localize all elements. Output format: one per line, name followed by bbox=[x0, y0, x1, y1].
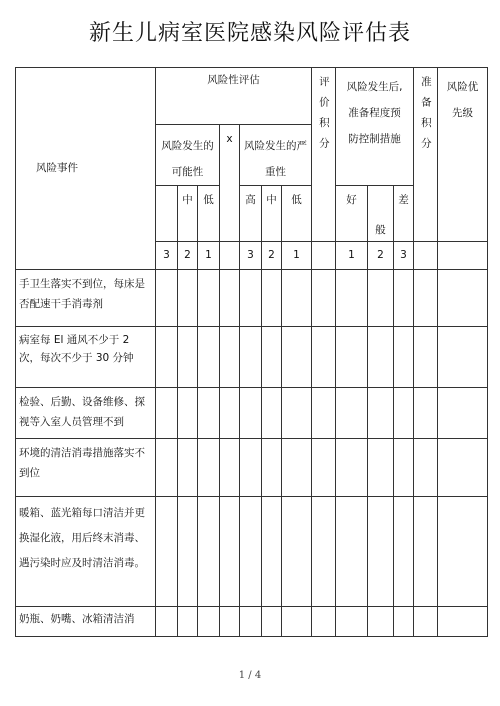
table-cell[interactable] bbox=[438, 497, 488, 607]
event-cell: 奶瓶、奶嘴、冰箱清洁消 bbox=[16, 607, 156, 637]
score-likelihood-3: 3 bbox=[156, 242, 178, 270]
table-cell[interactable] bbox=[220, 388, 240, 439]
table-cell[interactable] bbox=[414, 607, 438, 637]
table-cell[interactable] bbox=[240, 607, 262, 637]
score-prep-3: 3 bbox=[394, 242, 414, 270]
table-cell[interactable] bbox=[336, 327, 368, 388]
table-cell[interactable] bbox=[282, 270, 312, 327]
score-severity-1: 1 bbox=[282, 242, 312, 270]
table-cell[interactable] bbox=[156, 497, 178, 607]
table-cell[interactable] bbox=[438, 388, 488, 439]
event-cell: 病室每 El 通风不少于 2 次，每次不少于 30 分钟 bbox=[16, 327, 156, 388]
level-severity-low: 低 bbox=[282, 186, 312, 242]
table-cell[interactable] bbox=[156, 388, 178, 439]
table-cell[interactable] bbox=[438, 327, 488, 388]
table-cell[interactable] bbox=[312, 497, 336, 607]
header-multiply: x bbox=[220, 125, 240, 242]
table-cell[interactable] bbox=[414, 497, 438, 607]
table-cell[interactable] bbox=[414, 270, 438, 327]
header-score-text: 评价积分 bbox=[317, 76, 330, 158]
table-cell[interactable] bbox=[240, 439, 262, 497]
table-cell[interactable] bbox=[240, 270, 262, 327]
header-likelihood: 风险发生的可能性 bbox=[156, 125, 220, 186]
score-severity-3: 3 bbox=[240, 242, 262, 270]
table-cell[interactable] bbox=[282, 388, 312, 439]
table-row bbox=[16, 497, 488, 607]
header-severity: 风险发生的严重性 bbox=[240, 125, 312, 186]
level-severity-high: 高 bbox=[240, 186, 262, 242]
table-row bbox=[16, 607, 488, 637]
table-cell[interactable] bbox=[336, 270, 368, 327]
table-cell[interactable] bbox=[178, 607, 198, 637]
table-cell[interactable] bbox=[438, 439, 488, 497]
table-cell[interactable] bbox=[312, 270, 336, 327]
table-cell[interactable] bbox=[198, 270, 220, 327]
header-prep-score-text: 准备积分 bbox=[419, 76, 432, 158]
score-eval-blank bbox=[312, 242, 336, 270]
event-cell: 环境的清洁消毒措施落实不到位 bbox=[16, 439, 156, 497]
table-cell[interactable] bbox=[312, 388, 336, 439]
score-prep-1: 1 bbox=[336, 242, 368, 270]
table-cell[interactable] bbox=[282, 439, 312, 497]
page-title: 新生儿病室医院感染风险评估表 bbox=[88, 21, 411, 46]
table-cell[interactable] bbox=[156, 607, 178, 637]
table-cell[interactable] bbox=[368, 497, 394, 607]
table-cell[interactable] bbox=[178, 388, 198, 439]
table-cell[interactable] bbox=[368, 270, 394, 327]
score-severity-2: 2 bbox=[262, 242, 282, 270]
table-cell[interactable] bbox=[156, 439, 178, 497]
table-cell[interactable] bbox=[336, 607, 368, 637]
event-cell: 手卫生落实不到位，每床是否配速干手消毒剂 bbox=[16, 270, 156, 327]
header-preparedness: 风险发生后,准备程度预防控制措施 bbox=[336, 68, 414, 186]
table-cell[interactable] bbox=[438, 607, 488, 637]
table-cell[interactable] bbox=[336, 439, 368, 497]
table-cell[interactable] bbox=[438, 270, 488, 327]
table-cell[interactable] bbox=[336, 388, 368, 439]
table-cell[interactable] bbox=[414, 388, 438, 439]
table-cell[interactable] bbox=[178, 497, 198, 607]
level-severity-mid: 中 bbox=[262, 186, 282, 242]
table-cell[interactable] bbox=[220, 497, 240, 607]
score-prep-2: 2 bbox=[368, 242, 394, 270]
table-cell[interactable] bbox=[198, 327, 220, 388]
header-priority: 风险优先级 bbox=[438, 68, 488, 242]
table-row bbox=[16, 270, 488, 327]
table-cell[interactable] bbox=[262, 388, 282, 439]
table-cell[interactable] bbox=[156, 327, 178, 388]
table-cell[interactable] bbox=[394, 388, 414, 439]
table-cell[interactable] bbox=[368, 439, 394, 497]
table-cell[interactable] bbox=[368, 388, 394, 439]
score-priority-blank bbox=[438, 242, 488, 270]
risk-assessment-table bbox=[15, 67, 488, 637]
header-score bbox=[312, 68, 336, 242]
table-cell[interactable] bbox=[414, 439, 438, 497]
table-cell[interactable] bbox=[220, 327, 240, 388]
table-cell[interactable] bbox=[282, 607, 312, 637]
table-cell[interactable] bbox=[368, 327, 394, 388]
level-likelihood-blank bbox=[156, 186, 178, 242]
table-cell[interactable] bbox=[220, 439, 240, 497]
table-cell[interactable] bbox=[312, 327, 336, 388]
table-row bbox=[16, 327, 488, 388]
header-event: 风险事件 bbox=[16, 68, 156, 270]
table-cell[interactable] bbox=[198, 607, 220, 637]
header-prep-score bbox=[414, 68, 438, 242]
table-cell[interactable] bbox=[394, 270, 414, 327]
level-likelihood-low: 低 bbox=[198, 186, 220, 242]
table-cell[interactable] bbox=[394, 327, 414, 388]
table-cell[interactable] bbox=[198, 388, 220, 439]
level-prep-poor: 差 bbox=[394, 186, 414, 242]
table-cell[interactable] bbox=[178, 439, 198, 497]
table-cell[interactable] bbox=[198, 439, 220, 497]
score-multiply-blank bbox=[220, 242, 240, 270]
table-cell[interactable] bbox=[312, 439, 336, 497]
table-cell[interactable] bbox=[312, 607, 336, 637]
table-cell[interactable] bbox=[368, 607, 394, 637]
table-cell[interactable] bbox=[394, 439, 414, 497]
table-cell[interactable] bbox=[240, 388, 262, 439]
table-cell[interactable] bbox=[262, 497, 282, 607]
table-cell[interactable] bbox=[240, 327, 262, 388]
level-prep-fair: 般 bbox=[368, 186, 394, 242]
score-likelihood-1: 1 bbox=[198, 242, 220, 270]
table-cell[interactable] bbox=[178, 270, 198, 327]
event-cell: 暖箱、蓝光箱每口清洁并更换湿化液，用后终末消毒、遇污染时应及时清洁消毒。 bbox=[16, 497, 156, 607]
table-cell[interactable] bbox=[394, 607, 414, 637]
table-row bbox=[16, 388, 488, 439]
table-cell[interactable] bbox=[262, 439, 282, 497]
table-cell[interactable] bbox=[282, 327, 312, 388]
table-cell[interactable] bbox=[282, 497, 312, 607]
table-cell[interactable] bbox=[262, 607, 282, 637]
table-row bbox=[16, 439, 488, 497]
table-cell[interactable] bbox=[156, 270, 178, 327]
level-likelihood-mid: 中 bbox=[178, 186, 198, 242]
table-cell[interactable] bbox=[198, 497, 220, 607]
score-likelihood-2: 2 bbox=[178, 242, 198, 270]
event-cell: 检验、后勤、设备维修、探视等入室人员管理不到 bbox=[16, 388, 156, 439]
header-assessment: 风险性评估 bbox=[156, 68, 312, 125]
table-cell[interactable] bbox=[336, 497, 368, 607]
table-cell[interactable] bbox=[414, 327, 438, 388]
table-cell[interactable] bbox=[240, 497, 262, 607]
table-cell[interactable] bbox=[262, 327, 282, 388]
score-prepscore-blank bbox=[414, 242, 438, 270]
table-cell[interactable] bbox=[262, 270, 282, 327]
table-cell[interactable] bbox=[394, 497, 414, 607]
table-cell[interactable] bbox=[220, 607, 240, 637]
table-cell[interactable] bbox=[178, 327, 198, 388]
table-cell[interactable] bbox=[220, 270, 240, 327]
level-prep-good: 好 bbox=[336, 186, 368, 242]
page-number: 1 / 4 bbox=[238, 670, 262, 681]
